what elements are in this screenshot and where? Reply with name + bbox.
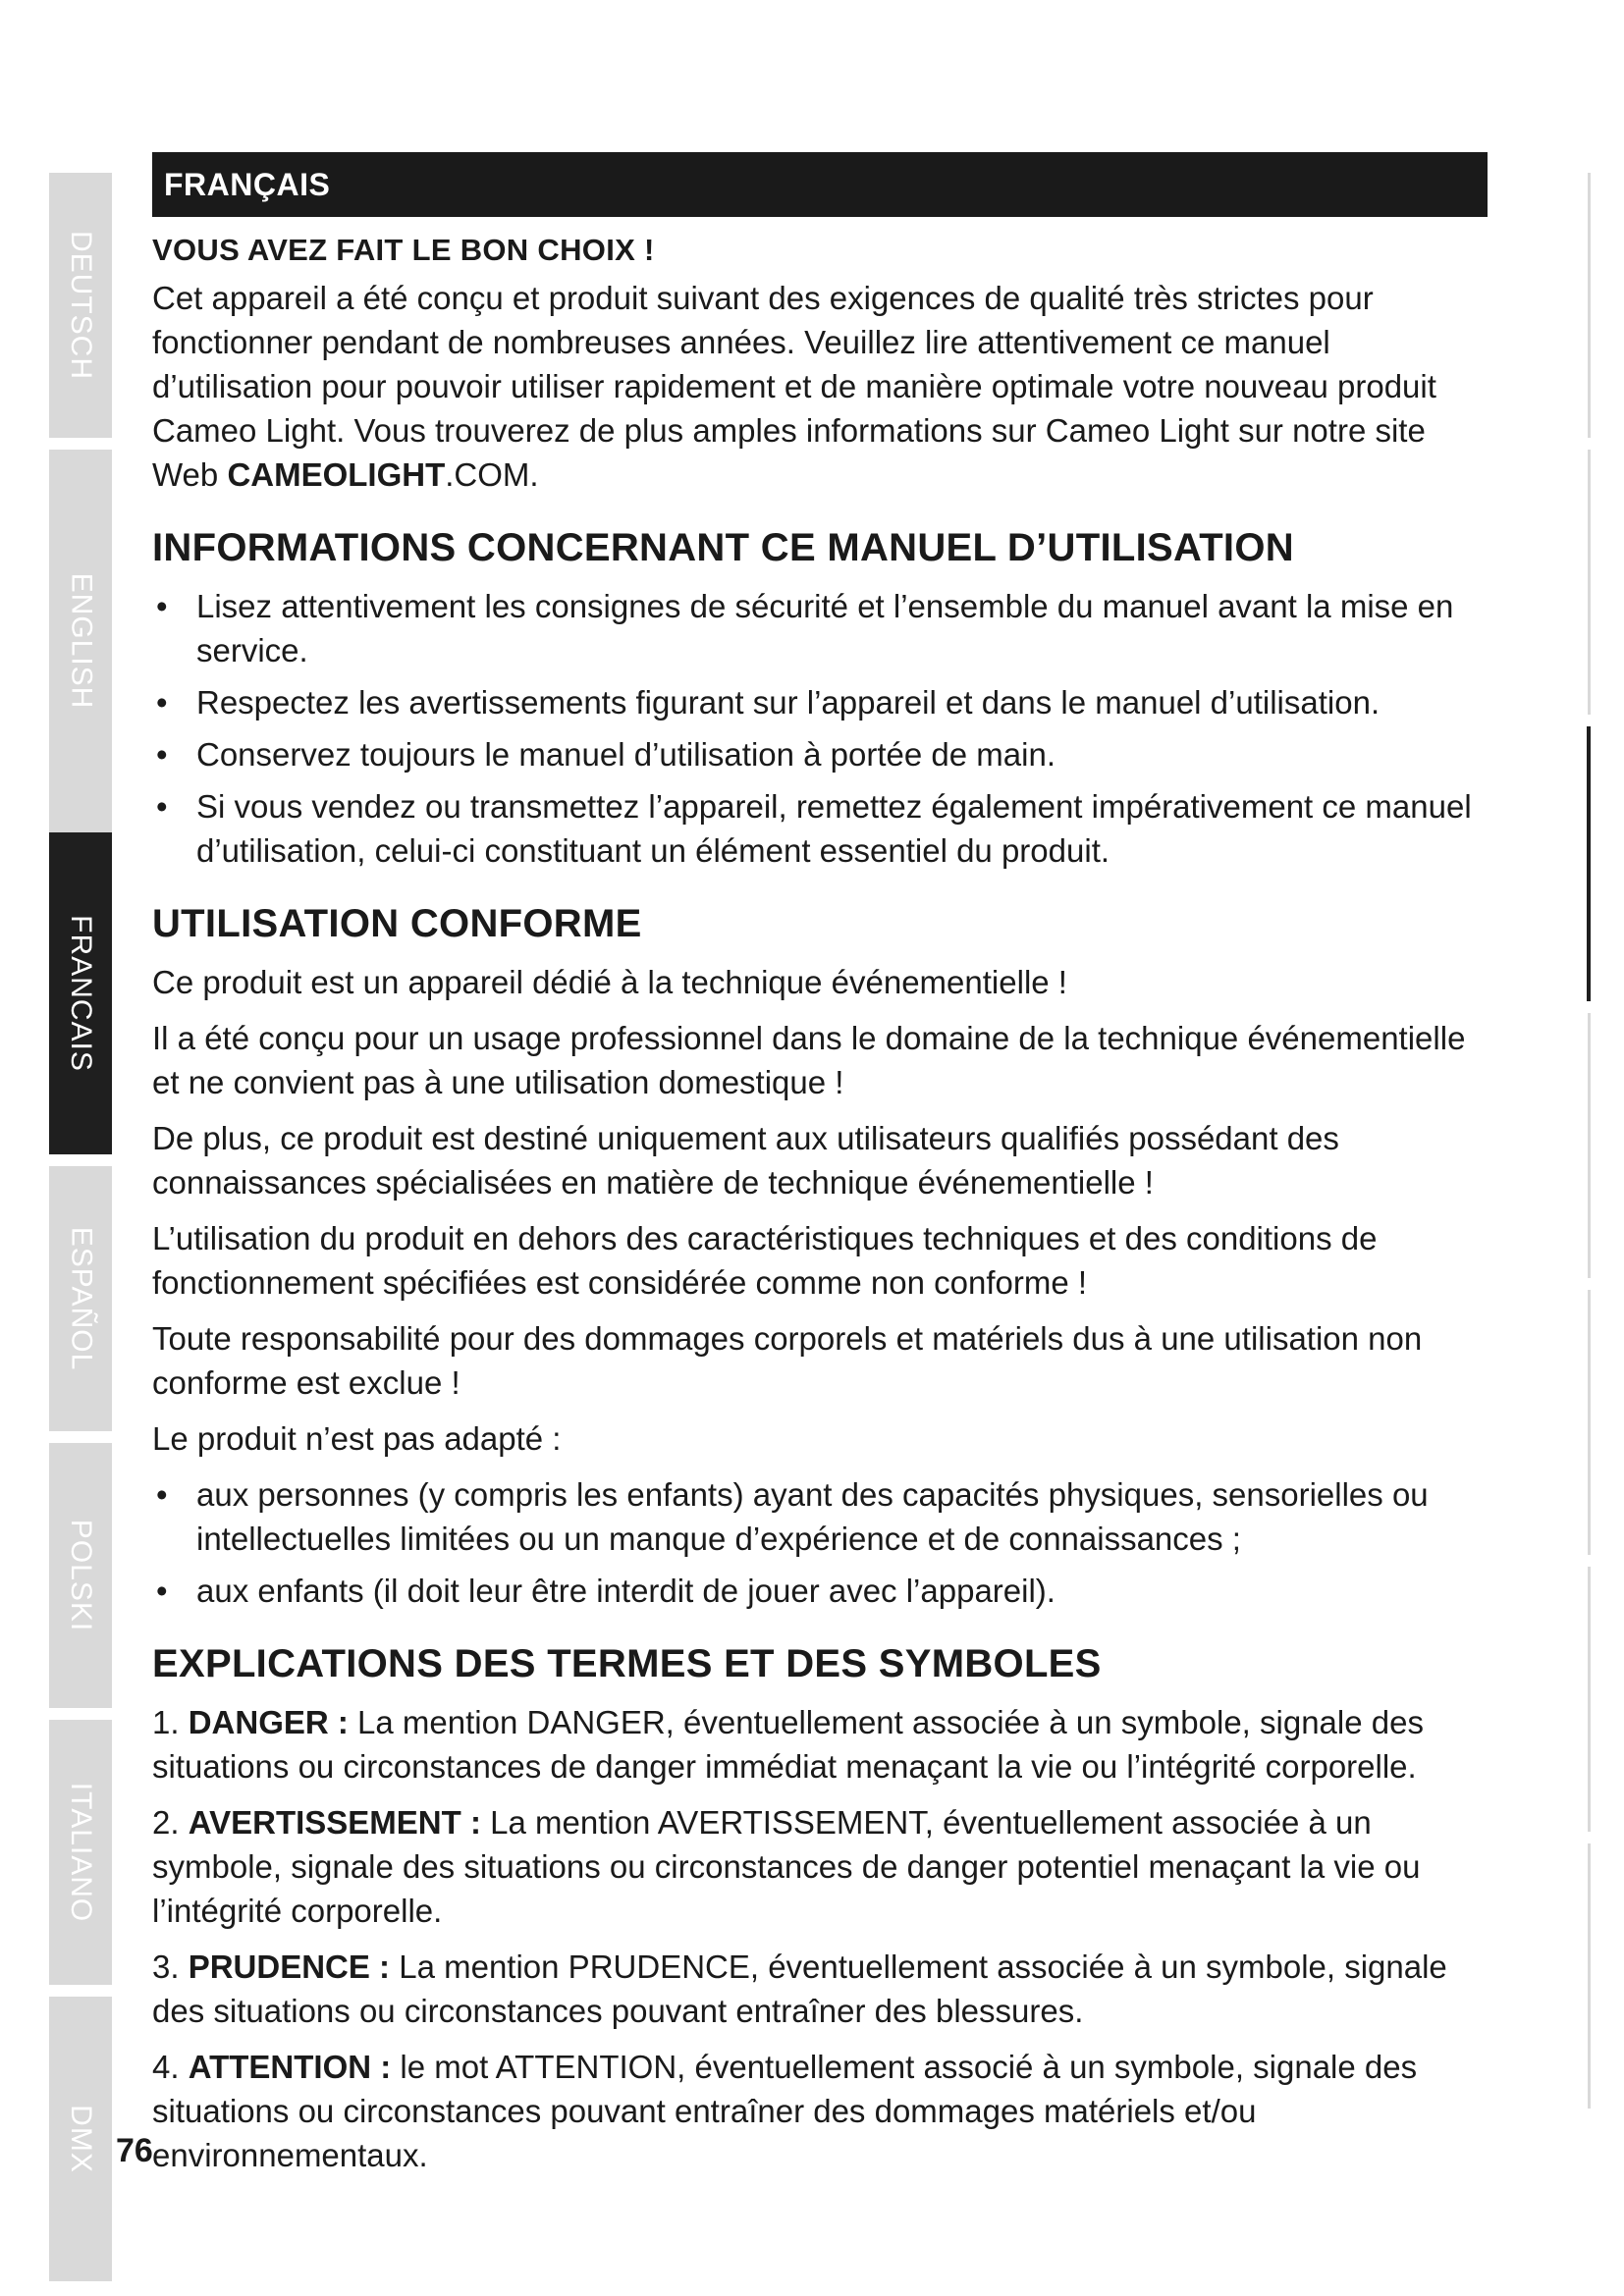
list-item — [152, 1472, 1488, 1561]
edge-marker — [1588, 1290, 1591, 1555]
symbol-term: ATTENTION : — [188, 2049, 392, 2085]
language-title: FRANÇAIS — [164, 166, 331, 202]
tab-english-francais — [49, 450, 112, 1154]
symbol-term: PRUDENCE : — [188, 1949, 391, 1985]
manual-info-list — [152, 584, 1488, 873]
symbol-number: 1. — [152, 1704, 180, 1740]
intended-use-heading: UTILISATION CONFORME — [152, 902, 642, 945]
edge-marker — [1588, 1567, 1591, 1832]
symbols-heading: EXPLICATIONS DES TERMES ET DES SYMBOLES — [152, 1642, 1102, 1685]
list-item-text: Respectez les avertissements figurant sur l’appareil et dans le manuel d’utilisation. — [196, 684, 1380, 721]
list-item — [152, 732, 1488, 776]
tab-deutsch-label: DEUTSCH — [65, 230, 98, 381]
symbol-item — [152, 2045, 1488, 2177]
intro-heading: VOUS AVEZ FAIT LE BON CHOIX ! — [152, 233, 655, 267]
intended-use-paragraph: Ce produit est un appareil dédié à la technique événementielle ! — [152, 964, 1067, 1000]
symbol-text: La mention AVERTISSEMENT, éventuellement associée à un symbole, signale des situations ou circonstances de danger potentiel menaçant la vie ou l’intégrité corporelle. — [152, 1804, 1421, 1929]
page-number: 76 — [116, 2132, 153, 2169]
list-item — [152, 1569, 1488, 1613]
symbol-item — [152, 1945, 1488, 2033]
symbol-term: AVERTISSEMENT : — [188, 1804, 481, 1841]
bullet-icon: • — [156, 1476, 168, 1513]
list-item-text: aux enfants (il doit leur être interdit de jouer avec l’appareil). — [196, 1573, 1056, 1609]
intro-paragraph — [152, 276, 1488, 497]
intended-use-paragraph: De plus, ce produit est destiné uniquement aux utilisateurs qualifiés possédant des connaissances spécialisées en matière de technique événementielle ! — [152, 1120, 1339, 1201]
tab-francais[interactable] — [49, 832, 112, 1154]
tab-dmx-label: DMX — [65, 2105, 98, 2173]
manual-info-heading: INFORMATIONS CONCERNANT CE MANUEL D’UTILISATION — [152, 526, 1294, 569]
tab-italiano[interactable] — [49, 1720, 112, 1985]
edge-marker — [1588, 1013, 1591, 1278]
tab-polski-label: POLSKI — [65, 1519, 98, 1632]
language-header — [152, 152, 1488, 217]
symbol-number: 2. — [152, 1804, 180, 1841]
symbol-text: La mention DANGER, éventuellement associée à un symbole, signale des situations ou circonstances de danger immédiat menaçant la vie ou l’intégrité corporelle. — [152, 1704, 1424, 1785]
list-item-text: aux personnes (y compris les enfants) ayant des capacités physiques, sensorielles ou intellectuelles limitées ou un manque d’expérience et de connaissances ; — [196, 1476, 1429, 1557]
website-name[interactable]: CAMEOLIGHT — [227, 456, 446, 493]
intro-text: Cet appareil a été conçu et produit suivant des exigences de qualité très strictes pour fonctionner pendant de nombreuses années. Veuillez lire attentivement ce manuel d’utilisation pour pouvoir utiliser rapidement et de manière optimale votre nouveau produit Cameo Light. Vous trouverez de plus amples informations sur Cameo Light sur notre site Web — [152, 280, 1436, 493]
edge-marker — [1588, 1843, 1591, 2109]
tab-italiano-label: ITALIANO — [65, 1782, 98, 1923]
intended-use-paragraph: Il a été conçu pour un usage professionnel dans le domaine de la technique événementielle et ne convient pas à une utilisation domestique ! — [152, 1020, 1466, 1100]
website-suffix: .COM. — [445, 456, 539, 493]
list-item-text: Conservez toujours le manuel d’utilisation à portée de main. — [196, 736, 1056, 773]
tab-francais-label: FRANCAIS — [65, 915, 97, 1072]
list-item — [152, 680, 1488, 724]
intended-use-paragraph: L’utilisation du produit en dehors des caractéristiques techniques et des conditions de fonctionnement spécifiées est considérée comme non conforme ! — [152, 1220, 1378, 1301]
symbol-item — [152, 1800, 1488, 1933]
edge-marker-active — [1587, 726, 1591, 1001]
bullet-icon: • — [156, 684, 168, 721]
bullet-icon: • — [156, 588, 168, 624]
symbol-text: le mot ATTENTION, éventuellement associé à un symbole, signale des situations ou circonstances pouvant entraîner des dommages matériels et/ou environnementaux. — [152, 2049, 1418, 2173]
symbol-text: La mention PRUDENCE, éventuellement associée à un symbole, signale des situations ou circonstances pouvant entraîner des blessures. — [152, 1949, 1447, 2029]
symbol-number: 4. — [152, 2049, 180, 2085]
page-content — [152, 152, 1488, 2189]
intended-use-paragraph: Toute responsabilité pour des dommages corporels et matériels dus à une utilisation non conforme est exclue ! — [152, 1320, 1423, 1401]
list-item — [152, 584, 1488, 672]
tab-polski[interactable] — [49, 1443, 112, 1708]
tab-espanol-label: ESPAÑOL — [65, 1226, 97, 1371]
symbol-number: 3. — [152, 1949, 180, 1985]
tab-english-label: ENGLISH — [65, 572, 97, 710]
tab-espanol[interactable] — [49, 1166, 112, 1431]
list-item-text: Si vous vendez ou transmettez l’appareil, remettez également impérativement ce manuel d’utilisation, celui-ci constituant un élément essentiel du produit. — [196, 788, 1472, 869]
tab-dmx[interactable] — [49, 1997, 112, 2281]
symbol-item — [152, 1700, 1488, 1789]
bullet-icon: • — [156, 1573, 168, 1609]
edge-marker — [1588, 173, 1591, 438]
list-item — [152, 784, 1488, 873]
bullet-icon: • — [156, 788, 168, 825]
list-item-text: Lisez attentivement les consignes de sécurité et l’ensemble du manuel avant la mise en service. — [196, 588, 1454, 668]
bullet-icon: • — [156, 736, 168, 773]
edge-marker — [1588, 450, 1591, 715]
tab-deutsch[interactable] — [49, 173, 112, 438]
tab-english[interactable] — [49, 450, 112, 832]
intended-use-list — [152, 1472, 1488, 1613]
symbol-term: DANGER : — [188, 1704, 349, 1740]
intended-use-paragraph: Le produit n’est pas adapté : — [152, 1420, 562, 1457]
